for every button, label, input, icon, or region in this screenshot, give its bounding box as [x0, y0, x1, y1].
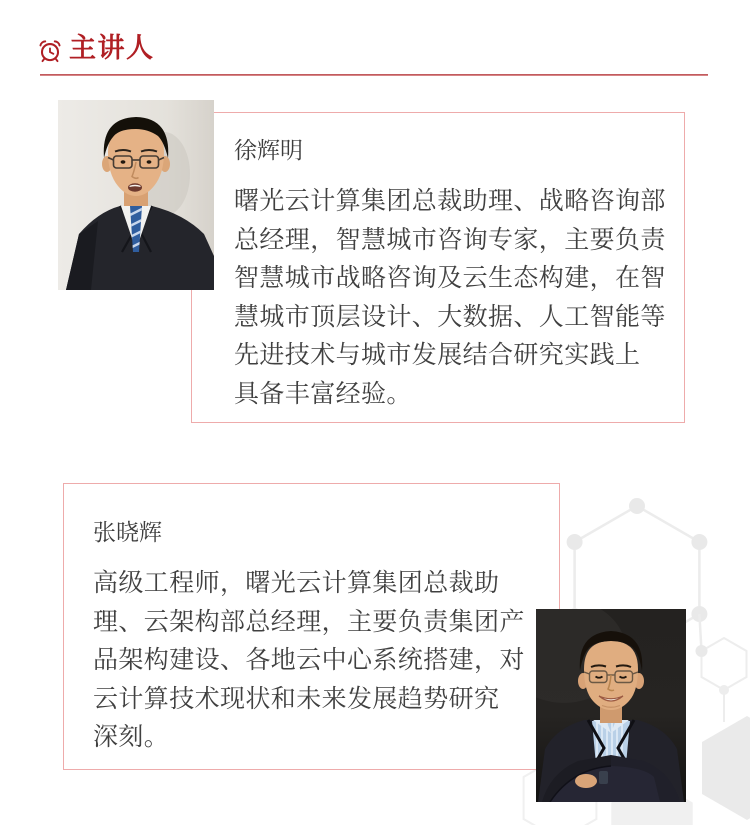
header-underline	[40, 74, 708, 76]
speaker-card-xu-huiming	[191, 112, 685, 423]
speaker-name: 张晓辉	[93, 519, 162, 545]
speaker-bio: 曙光云计算集团总裁助理、战略咨询部 总经理，智慧城市咨询专家，主要负责 智慧城市战略咨询及云生态构建，在智 慧城市顶层设计、大数据、人工智能等 先进技术与城市发展结合研究实践上 具备丰富经验。	[234, 187, 666, 408]
speaker-card-zhang-xiaohui	[63, 483, 560, 770]
speaker-photo-xu-huiming	[58, 100, 214, 290]
speaker-bio: 高级工程师，曙光云计算集团总裁助 理、云架构部总经理，主要负责集团产 品架构建设、各地云中心系统搭建，对 云计算技术现状和未来发展趋势研究 深刻。	[93, 569, 525, 751]
speaker-photo-zhang-xiaohui	[536, 609, 686, 802]
alarm-clock-icon	[37, 38, 63, 64]
page-title: 主讲人	[69, 33, 155, 63]
speaker-name: 徐辉明	[234, 137, 303, 163]
